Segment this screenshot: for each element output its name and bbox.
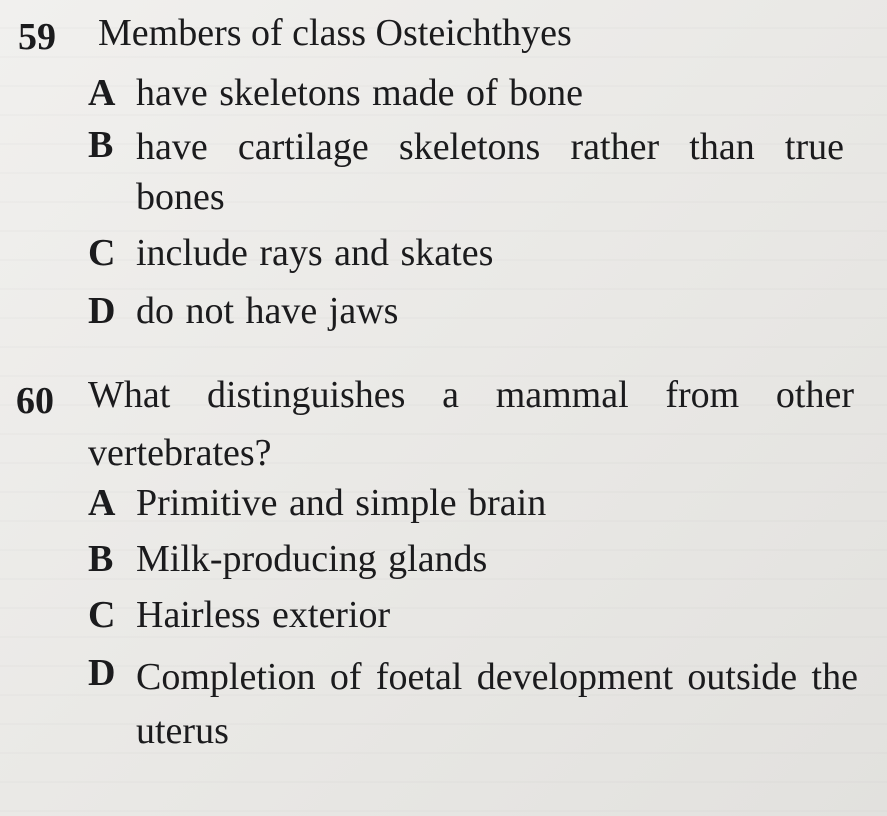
option-text: Primitive and simple brain bbox=[136, 482, 547, 524]
option-letter: C bbox=[88, 232, 116, 274]
option-text: have skeletons made of bone bbox=[136, 72, 583, 114]
option-d bbox=[88, 288, 858, 334]
option-letter: A bbox=[88, 482, 116, 524]
option-d bbox=[88, 650, 858, 758]
option-c bbox=[88, 592, 858, 638]
option-letter: C bbox=[88, 594, 116, 636]
option-letter: A bbox=[88, 72, 116, 114]
option-letter: B bbox=[88, 538, 114, 580]
question-stem: What distinguishes a mammal from other vertebrates? bbox=[88, 374, 854, 474]
option-c bbox=[88, 230, 858, 276]
option-a bbox=[88, 480, 858, 526]
option-text: Milk-producing glands bbox=[136, 538, 488, 580]
option-b bbox=[88, 122, 858, 222]
question-number: 60 bbox=[16, 380, 54, 422]
question-number: 59 bbox=[18, 16, 56, 58]
option-text: have cartilage skeletons rather than true bones bbox=[136, 126, 844, 218]
option-text: Hairless exterior bbox=[136, 594, 391, 636]
option-letter: D bbox=[88, 652, 116, 694]
option-letter: D bbox=[88, 290, 116, 332]
question-stem: Members of class Osteichthyes bbox=[98, 12, 572, 54]
option-text: do not have jaws bbox=[136, 290, 399, 332]
option-b bbox=[88, 536, 858, 582]
option-letter: B bbox=[88, 124, 114, 166]
option-text: include rays and skates bbox=[136, 232, 494, 274]
option-a bbox=[88, 70, 858, 116]
option-text: Completion of foetal development outside the uterus bbox=[136, 656, 858, 752]
